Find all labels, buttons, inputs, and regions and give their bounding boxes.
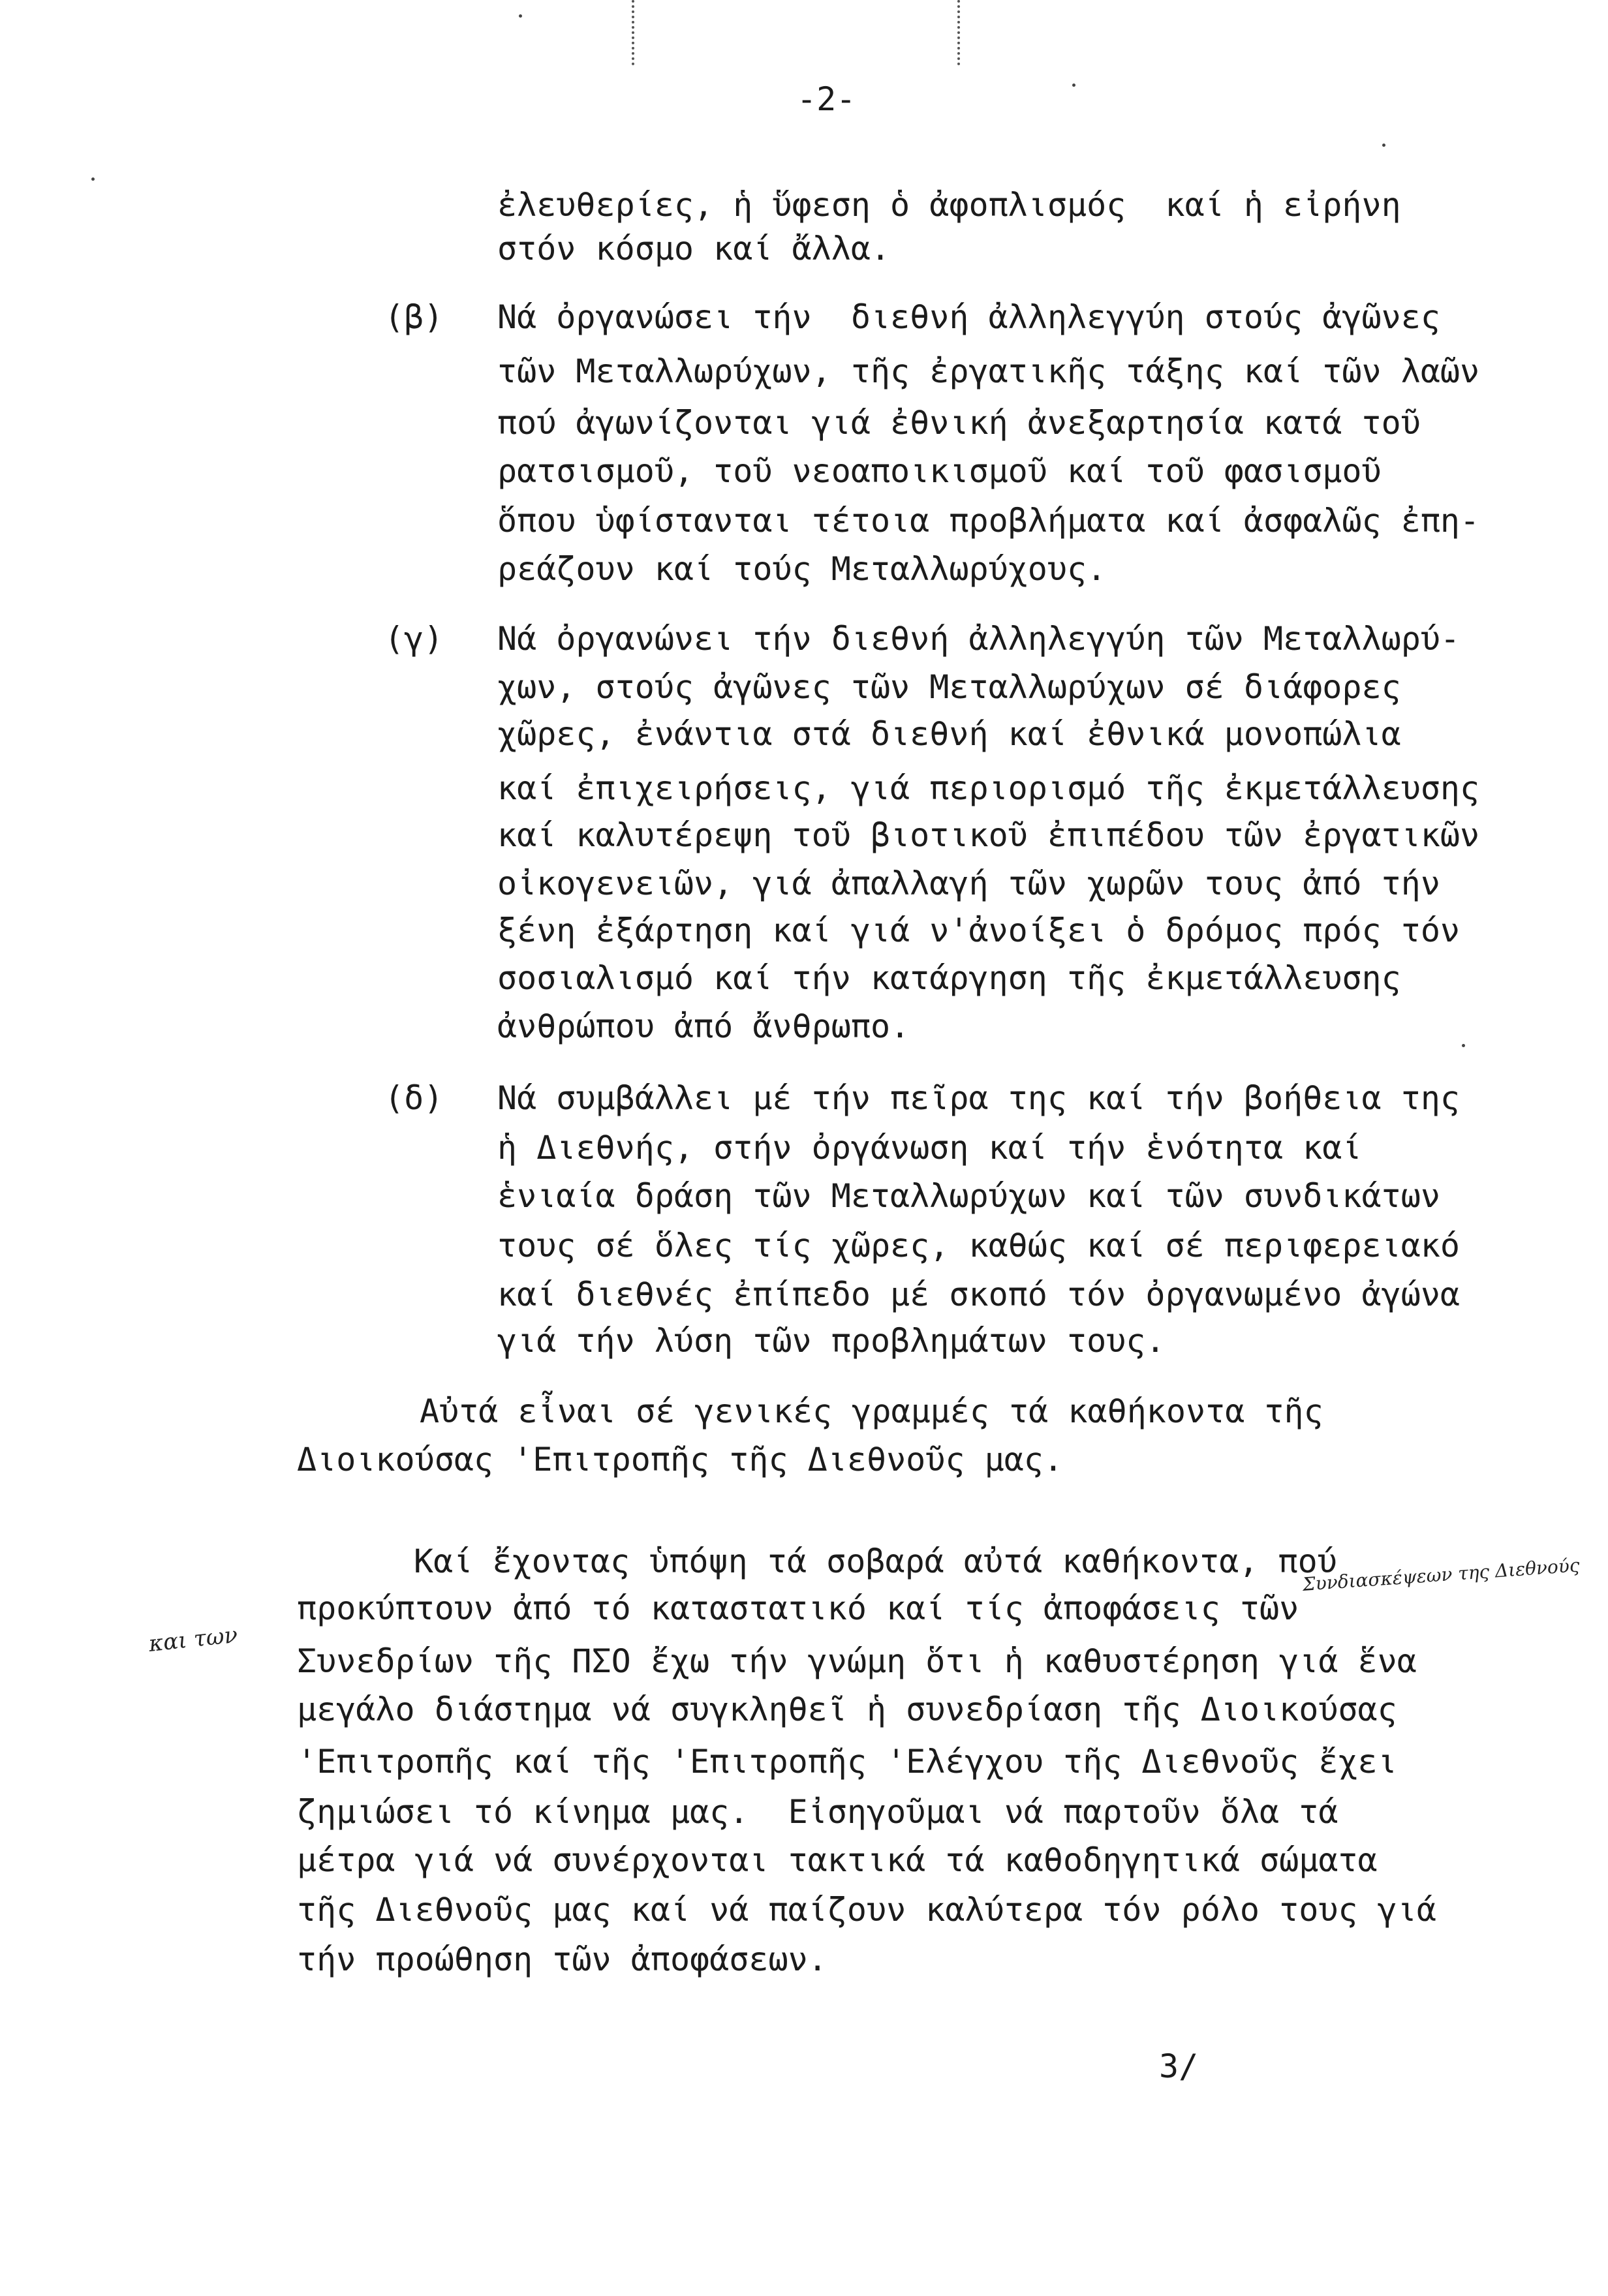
text-line: οἰκογενειῶν, γιά ἀπαλλαγή τῶν χωρῶν τους ἀπό τήν	[497, 865, 1440, 902]
scan-speck	[91, 177, 95, 181]
scan-speck	[1072, 84, 1075, 87]
text-line: μεγάλο διάστημα νά συγκληθεῖ ἡ συνεδρίαση τῆς Διοικούσας	[297, 1691, 1397, 1728]
text-line: Αὐτά εἶναι σέ γενικές γραμμές τά καθήκοντα τῆς	[420, 1392, 1323, 1430]
item-label: (β)	[384, 298, 444, 336]
text-line: προκύπτουν ἀπό τό καταστατικό καί τίς ἀποφάσεις τῶν	[297, 1589, 1299, 1627]
text-line: ρεάζουν καί τούς Μεταλλωρύχους.	[497, 550, 1107, 588]
text-line: χῶρες, ἐνάντια στά διεθνή καί ἐθνικά μονοπώλια	[497, 715, 1401, 753]
text-line: ὅπου ὑφίστανται τέτοια προβλήματα καί ἀσφαλῶς ἐπη-	[497, 502, 1480, 540]
scan-mark	[957, 0, 960, 65]
text-line: τῶν Μεταλλωρύχων, τῆς ἐργατικῆς τάξης καί τῶν λαῶν	[497, 352, 1480, 390]
text-line: ἀνθρώπου ἀπό ἄνθρωπο.	[497, 1007, 910, 1045]
text-line: ἐλευθερίες, ἡ ὕφεση ὁ ἀφοπλισμός καί ἡ εἰρήνη	[497, 186, 1401, 224]
text-line: Νά ὀργανώσει τήν διεθνή ἀλληλεγγύη στούς ἀγῶνες	[497, 298, 1440, 336]
text-line: πού ἀγωνίζονται γιά ἐθνική ἀνεξαρτησία κατά τοῦ	[497, 404, 1421, 442]
text-line: Διοικούσας 'Επιτροπῆς τῆς Διεθνοῦς μας.	[297, 1441, 1063, 1478]
scan-mark	[632, 0, 634, 65]
text-line: τήν προώθηση τῶν ἀποφάσεων.	[297, 1940, 827, 1978]
scan-speck	[1462, 1044, 1465, 1047]
text-line: στόν κόσμο καί ἄλλα.	[497, 230, 891, 268]
text-line: τῆς Διεθνοῦς μας καί νά παίζουν καλύτερα τόν ρόλο τους γιά	[297, 1891, 1436, 1929]
text-line: καί καλυτέρεψη τοῦ βιοτικοῦ ἐπιπέδου τῶν ἐργατικῶν	[497, 816, 1480, 854]
text-line: τους σέ ὅλες τίς χῶρες, καθώς καί σέ περιφερειακό	[497, 1227, 1461, 1264]
scan-speck	[519, 14, 522, 18]
handwritten-insertion: Συνδιασκέψεων της Διεθνούς	[1301, 1554, 1581, 1595]
text-line: ἑνιαία δράση τῶν Μεταλλωρύχων καί τῶν συνδικάτων	[497, 1177, 1440, 1215]
text-line: μέτρα γιά νά συνέρχονται τακτικά τά καθοδηγητικά σώματα	[297, 1841, 1378, 1879]
text-line: ζημιώσει τό κίνημα μας. Εἰσηγοῦμαι νά παρτοῦν ὅλα τά	[297, 1793, 1338, 1831]
text-line: Καί ἔχοντας ὑπόψη τά σοβαρά αὐτά καθήκοντα, πού	[414, 1542, 1337, 1580]
text-line: καί ἐπιχειρήσεις, γιά περιορισμό τῆς ἐκμετάλλευσης	[497, 769, 1480, 807]
text-line: σοσιαλισμό καί τήν κατάργηση τῆς ἐκμετάλλευσης	[497, 959, 1401, 997]
text-line: καί διεθνές ἐπίπεδο μέ σκοπό τόν ὀργανωμένο ἀγώνα	[497, 1276, 1461, 1313]
text-line: ξένη ἐξάρτηση καί γιά ν'ἀνοίξει ὁ δρόμος πρός τόν	[497, 911, 1461, 949]
text-line: Συνεδρίων τῆς ΠΣΟ ἔχω τήν γνώμη ὅτι ἡ καθυστέρηση γιά ἕνα	[297, 1642, 1417, 1680]
handwritten-margin-note: και των	[147, 1621, 239, 1657]
item-label: (δ)	[384, 1079, 444, 1117]
text-line: 'Επιτροπῆς καί τῆς 'Επιτροπῆς 'Ελέγχου τῆς Διεθνοῦς ἔχει	[297, 1743, 1397, 1781]
scan-speck	[1382, 144, 1385, 147]
text-line: Νά ὀργανώνει τήν διεθνή ἀλληλεγγύη τῶν Μεταλλωρύ-	[497, 620, 1461, 658]
text-line: χων, στούς ἀγῶνες τῶν Μεταλλωρύχων σέ διάφορες	[497, 668, 1401, 706]
text-line: γιά τήν λύση τῶν προβλημάτων τους.	[497, 1322, 1166, 1360]
text-line: ρατσισμοῦ, τοῦ νεοαποικισμοῦ καί τοῦ φασισμοῦ	[497, 452, 1382, 490]
page-number: -2-	[797, 80, 856, 118]
continuation-marker: 3/	[1159, 2047, 1199, 2085]
item-label: (γ)	[384, 620, 444, 658]
text-line: Νά συμβάλλει μέ τήν πεῖρα της καί τήν βοήθεια της	[497, 1079, 1461, 1117]
text-line: ἡ Διεθνής, στήν ὀργάνωση καί τήν ἑνότητα καί	[497, 1129, 1362, 1167]
